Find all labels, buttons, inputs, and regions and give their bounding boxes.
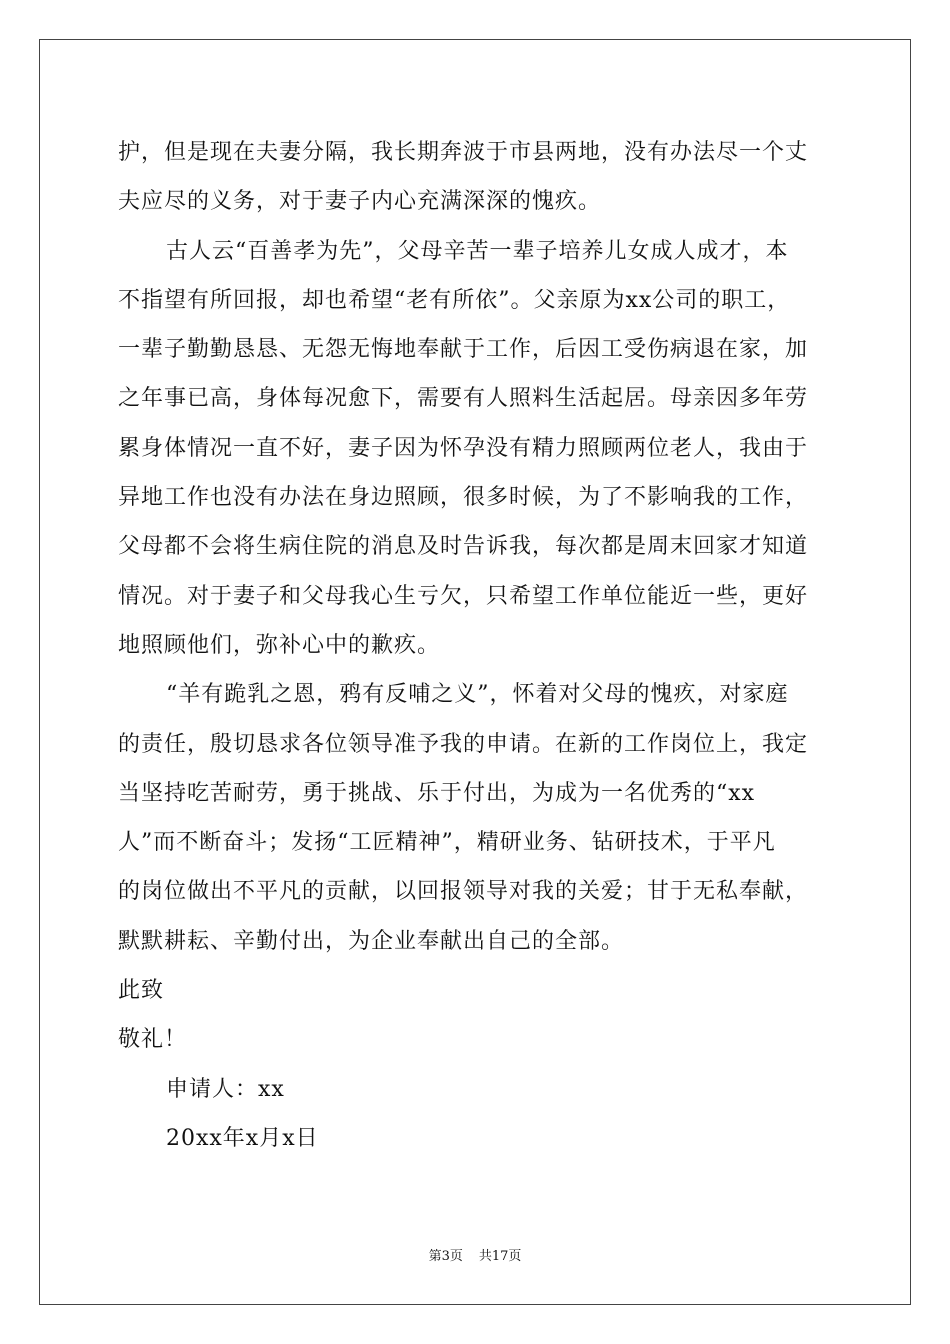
- text-line: 情况。对于妻子和父母我心生亏欠，只希望工作单位能近一些，更好: [118, 583, 809, 609]
- text-line: 地照顾他们，弥补心中的歉疚。: [118, 632, 441, 658]
- page-footer: [0, 1245, 950, 1264]
- closing-regards: 敬礼！: [118, 1027, 188, 1053]
- text-line: 之年事已高，身体每况愈下，需要有人照料生活起居。母亲因多年劳: [118, 386, 809, 412]
- text-line: 人”而不断奋斗；发扬“工匠精神”，精研业务、钻研技术，于平凡: [118, 830, 776, 856]
- text-line: 异地工作也没有办法在身边照顾，很多时候，为了不影响我的工作，: [118, 485, 809, 511]
- applicant-signature: 申请人：xx: [166, 1076, 285, 1102]
- paragraph-start: 古人云“百善孝为先”，父母辛苦一辈子培养儿女成人成才，本: [166, 238, 789, 264]
- text-line: 的岗位做出不平凡的贡献，以回报领导对我的关爱；甘于无私奉献，: [118, 879, 809, 905]
- text-line: 不指望有所回报，却也希望“老有所依”。父亲原为xx公司的职工，: [118, 287, 791, 313]
- closing-salutation: 此致: [118, 978, 165, 1004]
- page-total: 共17页: [478, 1249, 522, 1264]
- text-line: 累身体情况一直不好，妻子因为怀孕没有精力照顾两位老人，我由于: [118, 435, 809, 461]
- text-line: 护，但是现在夫妻分隔，我长期奔波于市县两地，没有办法尽一个丈: [118, 140, 809, 165]
- text-line: 一辈子勤勤恳恳、无怨无悔地奉献于工作，后因工受伤病退在家，加: [118, 337, 809, 363]
- document-body: [118, 128, 838, 1163]
- text-line: 父母都不会将生病住院的消息及时告诉我，每次都是周末回家才知道: [118, 534, 809, 560]
- text-line: 当坚持吃苦耐劳，勇于挑战、乐于付出，为成为一名优秀的“xx: [118, 780, 756, 806]
- page-number: 第3页: [428, 1249, 463, 1264]
- signature-date: 20xx年x月x日: [166, 1125, 319, 1151]
- text-line: 夫应尽的义务，对于妻子内心充满深深的愧疚。: [118, 189, 602, 215]
- text-line: 的责任，殷切恳求各位领导准予我的申请。在新的工作岗位上，我定: [118, 731, 809, 757]
- paragraph-start: “羊有跪乳之恩，鸦有反哺之义”，怀着对父母的愧疚，对家庭: [166, 682, 789, 708]
- text-line: 默默耕耘、辛勤付出，为企业奉献出自己的全部。: [118, 928, 625, 954]
